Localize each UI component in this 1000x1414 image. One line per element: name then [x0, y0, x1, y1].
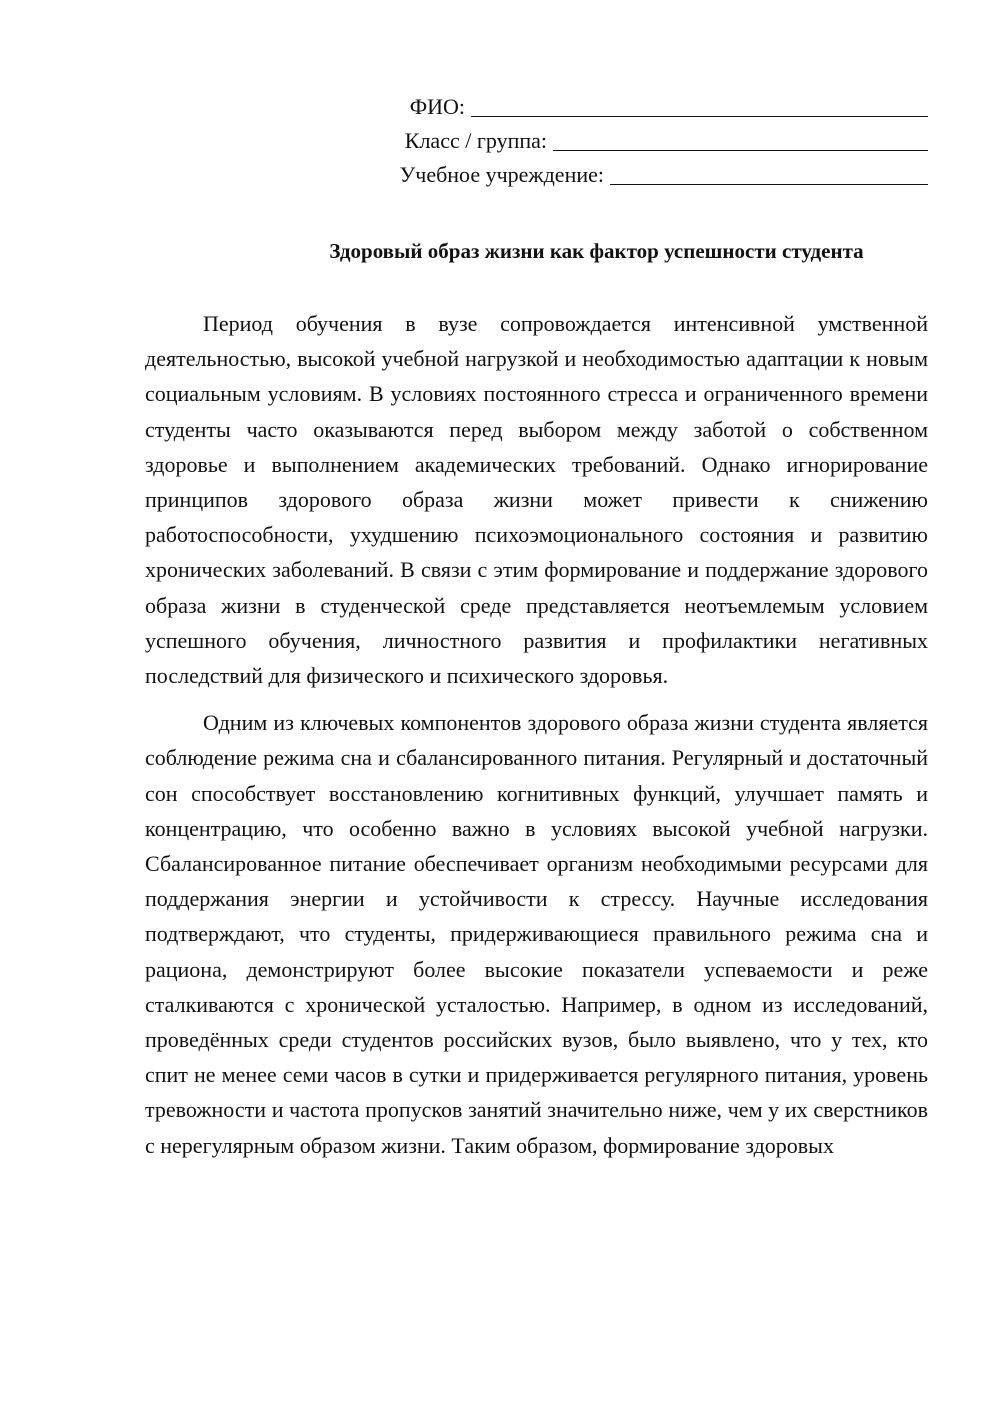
student-info-header — [145, 90, 928, 192]
document-page — [145, 90, 928, 1163]
class-blank-line[interactable] — [553, 128, 928, 151]
document-title: Здоровый образ жизни как фактор успешности студента — [329, 239, 864, 263]
class-label: Класс / группа: — [404, 128, 547, 153]
institution-label: Учебное учреждение: — [399, 162, 604, 187]
paragraph-1: Период обучения в вузе сопровождается интенсивной умственной деятельностью, высокой учебной нагрузкой и необходимостью адаптации к новым социальным условиям. В условиях постоянного стресса и ограниченного времени студенты часто оказываются перед выбором между заботой о собственном здоровье и выполнением академических требований. Однако игнорирование принципов здорового образа жизни может привести к снижению работоспособности, ухудшению психоэмоционального состояния и развитию хронических заболеваний. В связи с этим формирование и поддержание здорового образа жизни в студенческой среде представляется неотъемлемым условием успешного обучения, личностного развития и профилактики негативных последствий для физического и психического здоровья. — [145, 311, 928, 689]
name-blank-line[interactable] — [471, 94, 928, 117]
name-label: ФИО: — [409, 94, 465, 119]
name-field-row — [145, 90, 928, 124]
class-field-row — [145, 124, 928, 158]
institution-field-row — [145, 158, 928, 192]
institution-blank-line[interactable] — [610, 162, 928, 185]
paragraph-2: Одним из ключевых компонентов здорового образа жизни студента является соблюдение режима сна и сбалансированного питания. Регулярный и достаточный сон способствует восстановлению когнитивных функций, улучшает память и концентрацию, что особенно важно в условиях высокой учебной нагрузки. Сбалансированное питание обеспечивает организм необходимыми ресурсами для поддержания энергии и устойчивости к стрессу. Научные исследования подтверждают, что студенты, придерживающиеся правильного режима сна и рациона, демонстрируют более высокие показатели успеваемости и реже сталкиваются с хронической усталостью. Например, в одном из исследований, проведённых среди студентов российских вузов, было выявлено, что у тех, кто спит не менее семи часов в сутки и придерживается регулярного питания, уровень тревожности и частота пропусков занятий значительно ниже, чем у их сверстников с нерегулярным образом жизни. Таким образом, формирование здоровых — [145, 710, 928, 1158]
